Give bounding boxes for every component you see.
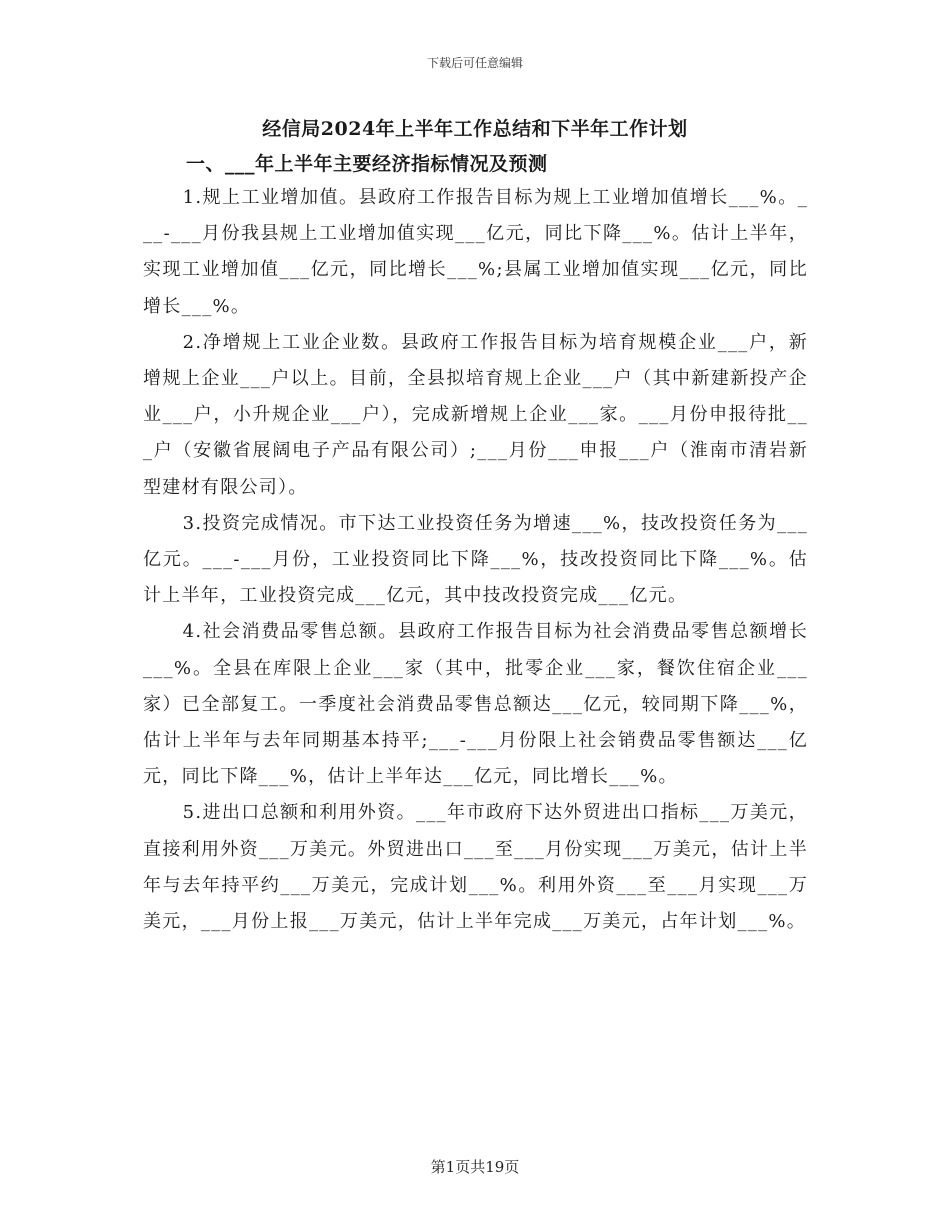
section-heading: 一、___年上半年主要经济指标情况及预测 (186, 153, 548, 175)
paragraph-new-enterprises: 2.净增规上工业企业数。县政府工作报告目标为培育规模企业___户，新增规上企业___户以上。目前，全县拟培育规上企业___户（其中新建新投产企业___户，小升规企业___户），完成新增规上企业___家。___月份申报待批___户（安徽省展阔电子产品有限公司）;___月份___申报___户（淮南市清岩新型建材有限公司）。 (143, 331, 808, 498)
paragraph-retail-sales: 4.社会消费品零售总额。县政府工作报告目标为社会消费品零售总额增长___%。全县在库限上企业___家（其中，批零企业___家，餐饮住宿企业___家）已全部复工。一季度社会消费品零售总额达___亿元，较同期下降___%，估计上半年与去年同期基本持平;___-___月份限上社会销费品零售额达___亿元，同比下降___%，估计上半年达___亿元，同比增长___%。 (143, 621, 808, 788)
document-title: 经信局2024年上半年工作总结和下半年工作计划 (262, 118, 688, 140)
page-number: 第1页共19页 (430, 1158, 520, 1176)
paragraph-industrial-value-added: 1.规上工业增加值。县政府工作报告目标为规上工业增加值增长___%。___-___月份我县规上工业增加值实现___亿元，同比下降___%。估计上半年，实现工业增加值___亿元，同比增长___%;县属工业增加值实现___亿元，同比增长___%。 (143, 187, 808, 317)
page-header-note: 下载后可任意编辑 (426, 56, 523, 70)
paragraph-trade-and-foreign-capital: 5.进出口总额和利用外资。___年市政府下达外贸进出口指标___万美元，直接利用外资___万美元。外贸进出口___至___月份实现___万美元，估计上半年与去年持平约___万美元，完成计划___%。利用外资___至___月实现___万美元，___月份上报___万美元，估计上半年完成___万美元，占年计划___%。 (143, 802, 808, 933)
paragraph-investment: 3.投资完成情况。市下达工业投资任务为增速___%，技改投资任务为___亿元。___-___月份，工业投资同比下降___%，技改投资同比下降___%。估计上半年，工业投资完成___亿元，其中技改投资完成___亿元。 (143, 512, 808, 607)
document-body (143, 180, 808, 940)
